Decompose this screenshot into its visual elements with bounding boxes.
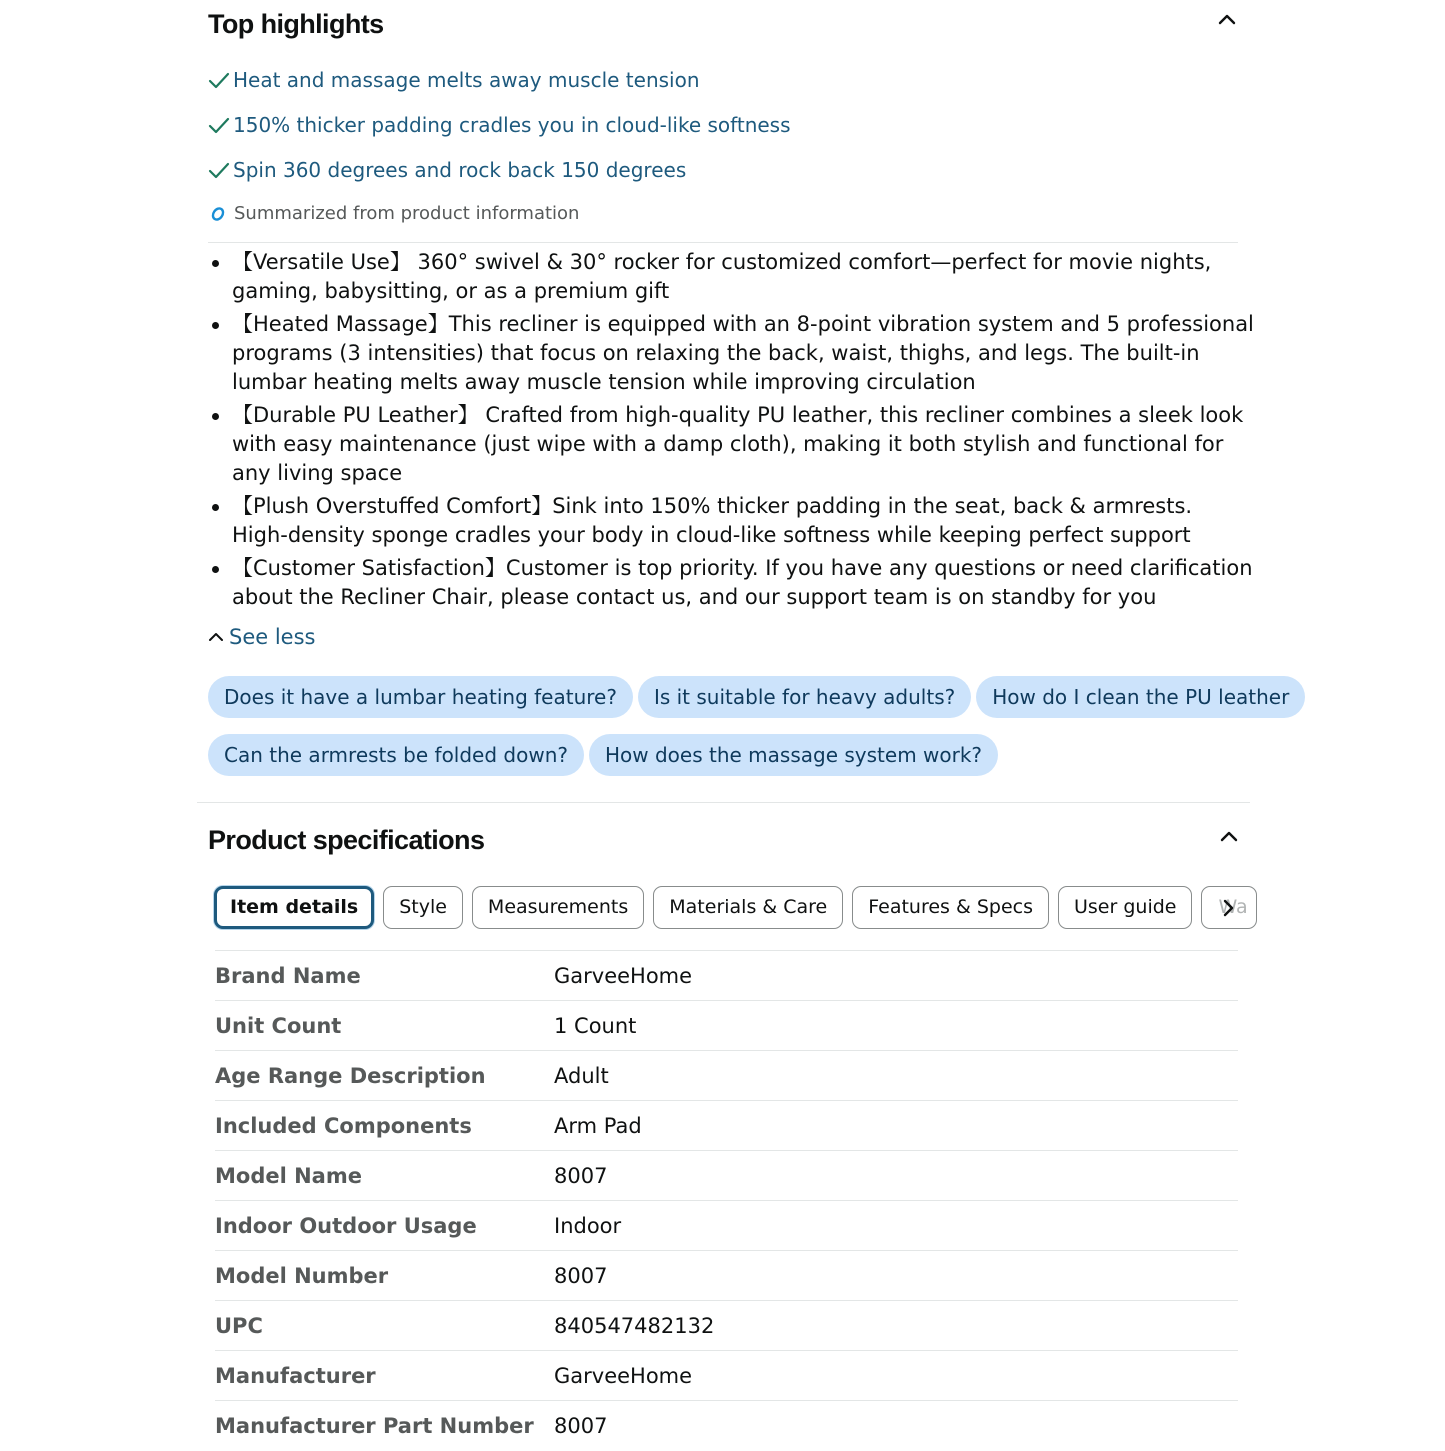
table-row — [215, 1251, 1238, 1301]
bullet-line: any living space — [232, 461, 403, 485]
chevron-up-icon — [1218, 825, 1240, 847]
top-highlights-title: Top highlights — [208, 9, 384, 39]
spec-value: GarveeHome — [554, 1363, 693, 1388]
tab-warranty[interactable]: Wa — [1201, 886, 1257, 929]
section-divider — [197, 802, 1250, 803]
spec-value: Arm Pad — [554, 1113, 642, 1138]
chevron-up-icon — [208, 629, 224, 645]
feature-bullet — [208, 310, 1254, 397]
spec-value: 8007 — [554, 1163, 608, 1188]
highlight-item — [208, 113, 791, 137]
highlight-text: Spin 360 degrees and rock back 150 degrees — [233, 158, 687, 182]
bullet-line: about the Recliner Chair, please contact us, and our support team is on standby for you — [232, 585, 1157, 609]
see-less-label: See less — [229, 625, 316, 649]
spec-value: Indoor — [554, 1213, 622, 1238]
table-row — [215, 1001, 1238, 1051]
check-icon — [208, 159, 230, 181]
spec-value: 840547482132 — [554, 1313, 715, 1338]
bullet-line: 【Plush Overstuffed Comfort】Sink into 150% thicker padding in the seat, back & armrests. — [232, 494, 1193, 518]
question-chip[interactable]: Is it suitable for heavy adults? — [638, 676, 971, 718]
table-row — [215, 1351, 1238, 1401]
spec-key: Included Components — [215, 1113, 472, 1138]
question-chip[interactable]: How does the massage system work? — [589, 734, 998, 776]
question-chip-row — [208, 734, 1256, 778]
see-less-link[interactable] — [208, 625, 315, 649]
feature-bullet — [208, 554, 1253, 612]
table-row — [215, 1051, 1238, 1101]
tab-materials-care[interactable]: Materials & Care — [653, 886, 843, 929]
spec-tabs — [214, 886, 1248, 932]
chevron-up-icon — [1216, 8, 1238, 30]
summary-note — [208, 203, 579, 224]
divider — [208, 242, 1238, 243]
bullet-line: 【Heated Massage】This recliner is equipped with an 8-point vibration system and 5 professional — [232, 312, 1254, 336]
tab-measurements[interactable]: Measurements — [472, 886, 644, 929]
spec-value: 1 Count — [554, 1013, 637, 1038]
bullet-line: 【Durable PU Leather】 Crafted from high-quality PU leather, this recliner combines a sleek look — [232, 403, 1244, 427]
check-icon — [208, 114, 230, 136]
spec-value: 8007 — [554, 1413, 608, 1438]
spec-key: Manufacturer Part Number — [215, 1413, 534, 1438]
highlight-item — [208, 68, 700, 92]
highlight-text: Heat and massage melts away muscle tension — [233, 68, 700, 92]
spec-key: Indoor Outdoor Usage — [215, 1213, 477, 1238]
product-specifications-title: Product specifications — [208, 825, 485, 855]
table-row — [215, 1101, 1238, 1151]
bullet-line: programs (3 intensities) that focus on relaxing the back, waist, thighs, and legs. The built-in — [232, 341, 1200, 365]
tab-features-specs[interactable]: Features & Specs — [852, 886, 1049, 929]
ai-sparkle-icon — [208, 204, 228, 224]
item-details-table — [215, 950, 1238, 1451]
tabs-scroll-right-button[interactable] — [1219, 897, 1239, 919]
question-chip[interactable]: Can the armrests be folded down? — [208, 734, 584, 776]
bullet-line: with easy maintenance (just wipe with a damp cloth), making it both stylish and functional for — [232, 432, 1224, 456]
spec-value: 8007 — [554, 1263, 608, 1288]
feature-bullet — [208, 248, 1248, 306]
bullet-line: 【Versatile Use】 360° swivel & 30° rocker for customized comfort—perfect for movie nights, — [232, 250, 1212, 274]
tab-style[interactable]: Style — [383, 886, 463, 929]
collapse-highlights-button[interactable] — [1216, 8, 1238, 30]
feature-bullet-list — [208, 248, 1254, 616]
question-chip[interactable]: How do I clean the PU leather — [976, 676, 1305, 718]
table-row — [215, 1301, 1238, 1351]
bullet-line: 【Customer Satisfaction】Customer is top priority. If you have any questions or need clarification — [232, 556, 1253, 580]
spec-key: UPC — [215, 1313, 263, 1338]
feature-bullet — [208, 401, 1248, 488]
bullet-line: High-density sponge cradles your body in cloud-like softness while keeping perfect support — [232, 523, 1191, 547]
spec-value: GarveeHome — [554, 963, 693, 988]
table-row — [215, 1201, 1238, 1251]
spec-value: Adult — [554, 1063, 609, 1088]
collapse-specs-button[interactable] — [1218, 825, 1240, 847]
highlight-item — [208, 158, 686, 182]
tab-item-details[interactable]: Item details — [214, 886, 374, 929]
spec-key: Manufacturer — [215, 1363, 376, 1388]
spec-key: Brand Name — [215, 963, 361, 988]
question-chip[interactable]: Does it have a lumbar heating feature? — [208, 676, 633, 718]
bullet-line: gaming, babysitting, or as a premium gift — [232, 279, 670, 303]
bullet-line: lumbar heating melts away muscle tension while improving circulation — [232, 370, 976, 394]
spec-key: Model Number — [215, 1263, 389, 1288]
question-chip-row — [208, 676, 1290, 720]
spec-key: Unit Count — [215, 1013, 342, 1038]
highlight-text: 150% thicker padding cradles you in cloud-like softness — [233, 113, 791, 137]
table-row — [215, 1401, 1238, 1451]
feature-bullet — [208, 492, 1248, 550]
check-icon — [208, 69, 230, 91]
table-row — [215, 1151, 1238, 1201]
spec-key: Age Range Description — [215, 1063, 486, 1088]
tab-user-guide[interactable]: User guide — [1058, 886, 1192, 929]
spec-key: Model Name — [215, 1163, 362, 1188]
summary-note-text: Summarized from product information — [234, 203, 580, 224]
table-row — [215, 951, 1238, 1001]
chevron-right-icon — [1219, 897, 1239, 919]
